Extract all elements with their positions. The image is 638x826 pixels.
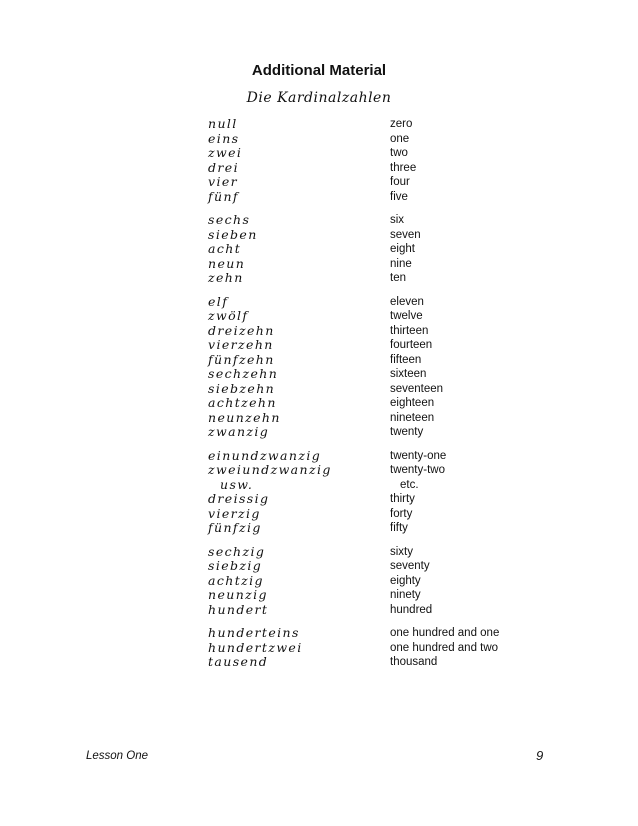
number-group xyxy=(0,449,638,536)
english-word: fifteen xyxy=(390,353,422,366)
german-word: usw. xyxy=(220,476,254,492)
english-word: fifty xyxy=(390,522,408,534)
english-word: one hundred and two xyxy=(390,641,499,654)
german-word: drei xyxy=(208,159,239,175)
german-word: neunzig xyxy=(208,587,268,602)
german-word: null xyxy=(208,116,238,131)
number-group xyxy=(0,545,638,618)
german-word: achtzig xyxy=(208,572,264,588)
vocab-row xyxy=(0,382,638,397)
vocab-row xyxy=(0,175,638,190)
german-word: sechzehn xyxy=(208,366,279,381)
german-word: siebzig xyxy=(208,558,263,573)
english-word: seventeen xyxy=(390,382,444,395)
number-group xyxy=(0,295,638,440)
german-word: zwei xyxy=(208,145,243,160)
german-word: sechzig xyxy=(208,543,266,559)
english-word: nine xyxy=(390,257,412,270)
english-word: six xyxy=(390,214,405,226)
vocab-row xyxy=(0,190,638,205)
english-word: two xyxy=(390,147,408,159)
english-word: one xyxy=(390,132,410,145)
vocab-row xyxy=(0,257,638,272)
english-word: three xyxy=(390,161,417,174)
german-word: fünfzig xyxy=(208,520,262,535)
number-group xyxy=(0,213,638,286)
vocab-row xyxy=(0,521,638,536)
english-word: etc. xyxy=(400,478,419,491)
vocab-row xyxy=(0,309,638,324)
english-word: twenty-two xyxy=(390,464,445,476)
german-word: zehn xyxy=(208,270,244,285)
english-word: eleven xyxy=(390,295,424,308)
vocab-row xyxy=(0,367,638,382)
english-word: hundred xyxy=(390,603,433,616)
german-word: tausend xyxy=(208,654,269,669)
english-word: twenty xyxy=(390,426,424,438)
german-word: achtzehn xyxy=(208,395,277,410)
vocab-row xyxy=(0,655,638,670)
page-number: 9 xyxy=(536,748,544,763)
german-word: hunderteins xyxy=(208,625,300,640)
number-group xyxy=(0,117,638,204)
german-word: siebzehn xyxy=(208,380,276,396)
vocab-row xyxy=(0,603,638,618)
english-word: eighty xyxy=(390,574,421,587)
vocab-row xyxy=(0,492,638,507)
section-subtitle: Die Kardinalzahlen xyxy=(246,90,392,106)
vocab-row xyxy=(0,242,638,257)
german-word: sieben xyxy=(208,226,258,242)
english-word: thirteen xyxy=(390,324,429,337)
german-word: vierzehn xyxy=(208,337,274,352)
english-word: four xyxy=(390,176,410,188)
german-word: neunzehn xyxy=(208,409,281,425)
german-word: fünf xyxy=(208,188,239,204)
vocab-row xyxy=(0,574,638,589)
german-word: neun xyxy=(208,255,246,271)
english-word: ten xyxy=(390,272,406,284)
vocab-row xyxy=(0,228,638,243)
german-word: hundert xyxy=(208,601,269,617)
german-word: vier xyxy=(208,174,239,189)
german-word: eins xyxy=(208,130,240,146)
vocab-row xyxy=(0,545,638,560)
vocab-row xyxy=(0,507,638,522)
german-word: zweiundzwanzig xyxy=(208,462,332,477)
footer-lesson: Lesson One xyxy=(86,750,149,762)
english-word: thirty xyxy=(390,493,415,505)
vocab-row xyxy=(0,396,638,411)
english-word: ninety xyxy=(390,589,421,601)
english-word: eighteen xyxy=(390,397,435,409)
german-word: dreissig xyxy=(208,491,270,506)
vocab-row xyxy=(0,295,638,310)
vocab-row xyxy=(0,588,638,603)
english-word: seven xyxy=(390,228,421,241)
german-word: zwölf xyxy=(208,308,249,323)
vocab-row xyxy=(0,353,638,368)
vocab-row xyxy=(0,338,638,353)
english-word: sixty xyxy=(390,545,413,558)
number-list xyxy=(0,117,638,679)
vocab-row xyxy=(0,559,638,574)
vocab-row xyxy=(0,449,638,464)
english-word: zero xyxy=(390,118,413,130)
vocab-row xyxy=(0,117,638,132)
vocab-row xyxy=(0,132,638,147)
english-word: nineteen xyxy=(390,411,435,424)
german-word: zwanzig xyxy=(208,424,270,439)
german-word: vierzig xyxy=(208,505,261,521)
vocab-row xyxy=(0,213,638,228)
page-title: Additional Material xyxy=(251,62,387,79)
english-word: twelve xyxy=(390,310,423,322)
german-word: fünfzehn xyxy=(208,351,275,367)
german-word: dreizehn xyxy=(208,322,275,338)
german-word: einundzwanzig xyxy=(208,447,322,463)
vocab-row xyxy=(0,324,638,339)
english-word: fourteen xyxy=(390,339,433,351)
german-word: elf xyxy=(208,293,229,309)
english-word: eight xyxy=(390,243,415,255)
vocab-row xyxy=(0,478,638,493)
vocab-row xyxy=(0,641,638,656)
english-word: thousand xyxy=(390,656,438,668)
vocab-row xyxy=(0,146,638,161)
german-word: acht xyxy=(208,241,242,256)
number-group xyxy=(0,626,638,670)
german-word: hundertzwei xyxy=(208,639,303,655)
english-word: seventy xyxy=(390,560,430,572)
english-word: forty xyxy=(390,507,413,520)
vocab-row xyxy=(0,161,638,176)
english-word: sixteen xyxy=(390,368,427,380)
vocab-row xyxy=(0,626,638,641)
vocab-row xyxy=(0,425,638,440)
english-word: twenty-one xyxy=(390,449,447,462)
vocab-row xyxy=(0,463,638,478)
vocab-row xyxy=(0,411,638,426)
english-word: one hundred and one xyxy=(390,627,500,639)
english-word: five xyxy=(390,190,408,203)
vocab-row xyxy=(0,271,638,286)
german-word: sechs xyxy=(208,212,251,227)
